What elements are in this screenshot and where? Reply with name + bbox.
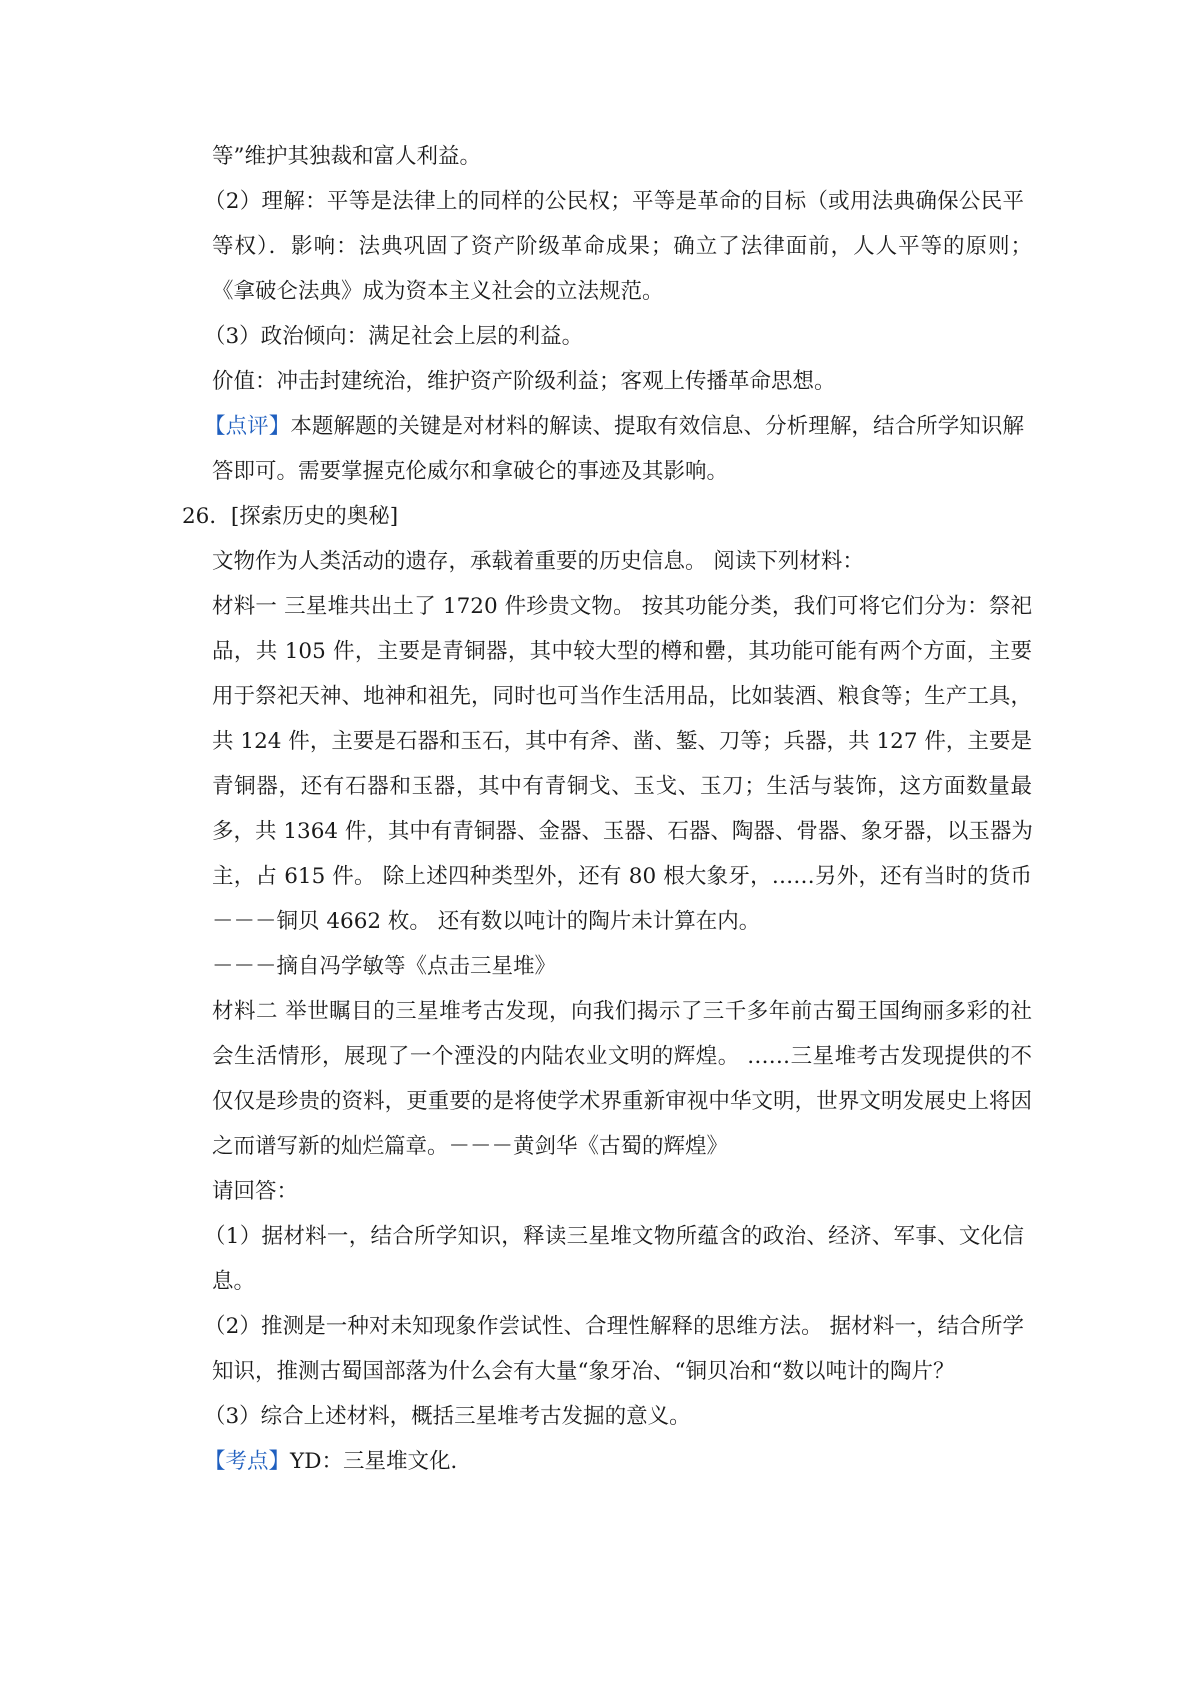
material-one-source: －－－摘自冯学敏等《点击三星堆》 <box>212 954 557 979</box>
text-line-06: 价值：冲击封建统治，维护资产阶级利益；客观上传播革命思想。 <box>212 369 836 394</box>
question-heading: 26．[探索历史的奥秘] <box>182 504 399 529</box>
material-one-line-6: 多，共 1364 件，其中有青铜器、金器、玉器、石器、陶器、骨器、象牙器，以玉器为 <box>212 819 1033 844</box>
material-one-line-2: 品，共 105 件，主要是青铜器，其中较大型的樽和罍，其功能可能有两个方面，主要 <box>212 639 1032 664</box>
text-line-08: 答即可。需要掌握克伦威尔和拿破仑的事迹及其影响。 <box>212 459 729 484</box>
material-two-line-2: 会生活情形，展现了一个湮没的内陆农业文明的辉煌。 ……三星堆考古发现提供的不 <box>212 1044 1032 1069</box>
material-one-line-5: 青铜器，还有石器和玉器，其中有青铜戈、玉戈、玉刀；生活与装饰，这方面数量最 <box>212 774 1032 799</box>
test-point-text: YD：三星堆文化． <box>290 1449 472 1474</box>
sub-question-3: （3）综合上述材料，概括三星堆考古发掘的意义。 <box>204 1404 691 1429</box>
comment-tag: 【点评】 <box>204 414 291 439</box>
comment-line <box>204 412 1024 442</box>
text-line-02: （2）理解：平等是法律上的同样的公民权；平等是革命的目标（或用法典确保公民平 <box>204 189 1024 214</box>
text-line-03: 等权）．影响：法典巩固了资产阶级革命成果；确立了法律面前，人人平等的原则； <box>212 234 1032 259</box>
test-point-line <box>204 1447 1024 1477</box>
material-one-line-3: 用于祭祀天神、地神和祖先，同时也可当作生活用品，比如装酒、粮食等；生产工具， <box>212 684 1032 709</box>
sub-question-1-line-2: 息。 <box>212 1269 256 1294</box>
material-one-line-4: 共 124 件，主要是石器和玉石，其中有斧、凿、錾、刀等；兵器，共 127 件，主要是 <box>212 729 1032 754</box>
sub-question-2-line-1: （2）推测是一种对未知现象作尝试性、合理性解释的思维方法。 据材料一，结合所学 <box>204 1314 1024 1339</box>
text-line-10: 文物作为人类活动的遗存，承载着重要的历史信息。 阅读下列材料： <box>212 549 864 574</box>
answer-prompt: 请回答： <box>212 1179 299 1204</box>
material-two-line-4: 之而谱写新的灿烂篇章。－－－黄剑华《古蜀的辉煌》 <box>212 1134 729 1159</box>
test-point-tag: 【考点】 <box>204 1449 291 1474</box>
comment-text: 本题解题的关键是对材料的解读、提取有效信息、分析理解，结合所学知识解 <box>290 414 1024 439</box>
text-line-05: （3）政治倾向：满足社会上层的利益。 <box>204 324 584 349</box>
material-one-line-1: 材料一 三星堆共出土了 1720 件珍贵文物。 按其功能分类，我们可将它们分为：祭祀 <box>212 594 1032 619</box>
sub-question-1-line-1: （1）据材料一，结合所学知识，释读三星堆文物所蕴含的政治、经济、军事、文化信 <box>204 1224 1024 1249</box>
material-two-line-1: 材料二 举世瞩目的三星堆考古发现，向我们揭示了三千多年前古蜀王国绚丽多彩的社 <box>212 999 1032 1024</box>
sub-question-2-line-2: 知识，推测古蜀国部落为什么会有大量“象牙冶、“铜贝冶和“数以吨计的陶片？ <box>212 1359 955 1384</box>
text-line-04: 《拿破仑法典》成为资本主义社会的立法规范。 <box>212 279 664 304</box>
material-one-line-8: －－－铜贝 4662 枚。 还有数以吨计的陶片未计算在内。 <box>212 909 761 934</box>
material-two-line-3: 仅仅是珍贵的资料，更重要的是将使学术界重新审视中华文明，世界文明发展史上将因 <box>212 1089 1032 1114</box>
text-line-01: 等”维护其独裁和富人利益。 <box>212 144 481 169</box>
material-one-line-7: 主，占 615 件。 除上述四种类型外，还有 80 根大象牙，……另外，还有当时的货币 <box>212 864 1032 889</box>
